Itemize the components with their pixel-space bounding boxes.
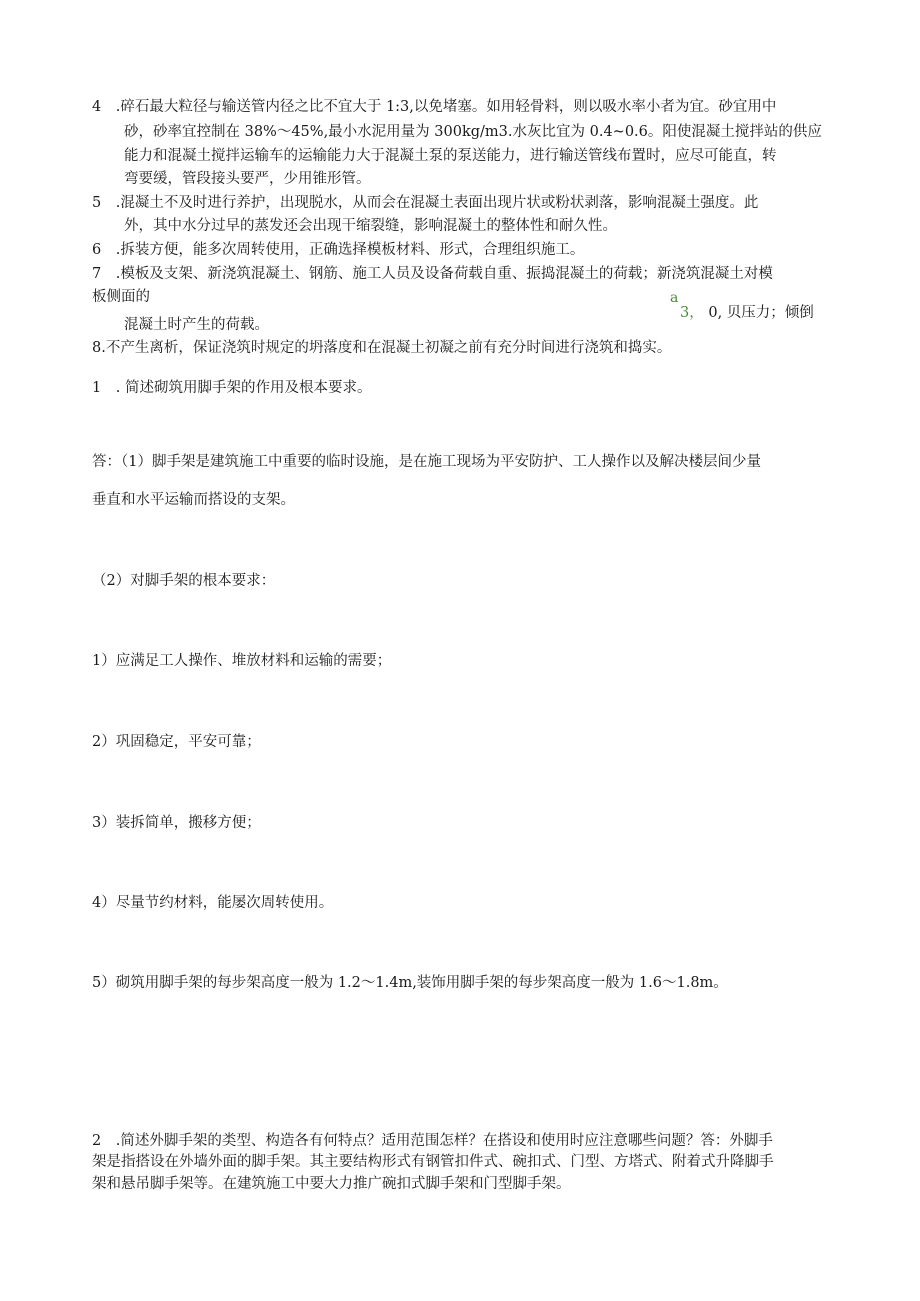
item4-line4: 弯要缓，管段接头要严，少用锥形管。 [124,171,371,187]
item7-line2: 板侧面的 [92,289,150,305]
item5-line1: 5 .混凝土不及时进行养护，出现脱水，从而会在混凝土表面出现片状或粉状剥落，影响混凝土强度。此 [92,195,759,211]
item4-line2: 砂，砂率宜控制在 38%～45%,最小水泥用量为 300kg/m3.水灰比宜为 0.4~0.6。阳使混凝土搅拌站的供应 [124,124,822,140]
item6-line: 6 .拆装方便，能多次周转使用，正确选择模板材料、形式，合理组织施工。 [92,242,585,258]
q1-sub-heading: （2）对脚手架的根本要求： [92,573,276,589]
q2-line3: 架和悬吊脚手架等。在建筑施工中要大力推广碗扣式脚手架和门型脚手架。 [92,1176,571,1192]
q1-answer-line2: 垂直和水平运输而搭设的支架。 [92,492,295,508]
item7-note-3: 3， [680,305,704,321]
q2-line2: 架是指搭设在外墙外面的脚手架。其主要结构形式有钢管扣件式、碗扣式、门型、方塔式、附着式升降脚手 [92,1154,774,1170]
item7-note-a: a [670,290,679,306]
item8-line: 8.不产生离析，保证浇筑时规定的坍落度和在混凝土初凝之前有充分时间进行浇筑和捣实。 [92,340,672,356]
q1-req5: 5）砌筑用脚手架的每步架高度一般为 1.2～1.4m,装饰用脚手架的每步架高度一般为 1.6～1.8m。 [92,975,728,991]
q1-req4: 4）尽量节约材料，能屡次周转使用。 [92,895,334,911]
item7-line3: 混凝土时产生的荷载。 [124,317,269,333]
q1-question: 1 . 简述砌筑用脚手架的作用及根本要求。 [92,380,372,396]
q2-line1: 2 .简述外脚手架的类型、构造各有何特点？适用范围怎样？在搭设和使用时应注意哪些问题？答：外脚手 [92,1133,773,1149]
item7-line2-right-text: 0, 贝压力；倾倒 [703,305,814,321]
item7-line2-right [680,302,814,324]
item4-line3: 能力和混凝土搅拌运输车的运输能力大于混凝土泵的泵送能力，进行输送管线布置时，应尽可能直，转 [124,148,777,164]
q1-req1: 1）应满足工人操作、堆放材料和运输的需要； [92,653,392,669]
item7-line1: 7 .模板及支架、新浇筑混凝土、钢筋、施工人员及设备荷载自重、振捣混凝土的荷载；新浇筑混凝土对模 [92,266,773,282]
q1-req3: 3）装拆简单，搬移方便； [92,815,261,831]
q1-req2: 2）巩固稳定，平安可靠； [92,734,261,750]
item5-line2: 外，其中水分过早的蒸发还会出现干缩裂缝，影响混凝土的整体性和耐久性。 [124,218,617,234]
q1-answer-line1: 答：（1）脚手架是建筑施工中重要的临时设施，是在施工现场为平安防护、工人操作以及解决楼层间少量 [92,454,761,470]
item4-line1: 4 .碎石最大粒径与输送管内径之比不宜大于 1:3,以免堵塞。如用轻骨料，则以吸水率小者为宜。砂宜用中 [92,99,777,115]
